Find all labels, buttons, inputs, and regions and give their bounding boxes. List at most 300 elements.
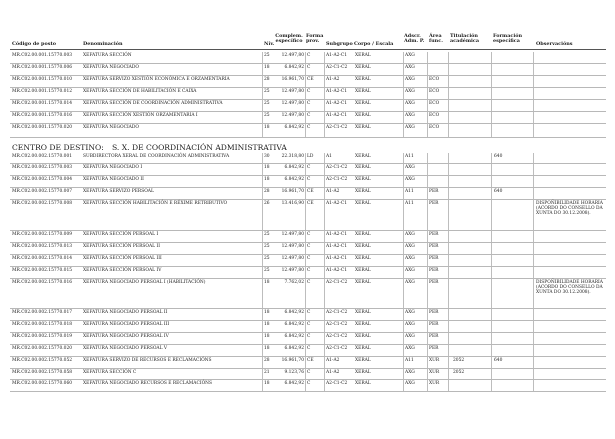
column-divider: [448, 52, 449, 63]
column-divider: [324, 112, 325, 123]
cell-area: PER: [429, 268, 439, 273]
column-divider: [403, 164, 404, 175]
cell-corpo: XERAL: [355, 101, 371, 106]
cell-code: MR.C02.00.002.15770.018: [12, 322, 73, 327]
column-divider: [262, 345, 263, 356]
cell-forma: C: [307, 53, 311, 58]
column-divider: [403, 380, 404, 391]
column-divider: [491, 243, 492, 254]
column-divider: [533, 267, 534, 278]
column-divider: [533, 309, 534, 320]
cell-niv: 26: [264, 201, 270, 206]
cell-niv: 25: [264, 113, 270, 118]
column-divider: [262, 380, 263, 391]
cell-subgrupo: A1: [326, 154, 332, 159]
cell-complemento: 6.842,92: [284, 346, 304, 351]
header-corpo: Corpo / Escala: [354, 41, 394, 47]
column-divider: [533, 76, 534, 87]
header-area: [429, 34, 443, 45]
column-divider: [448, 164, 449, 175]
cell-niv: 18: [264, 177, 270, 182]
column-divider: [491, 124, 492, 137]
cell-adscr: AXG: [405, 101, 415, 106]
column-divider: [305, 76, 306, 87]
header-titulacion: [450, 34, 479, 45]
cell-adscr: AXG: [405, 310, 415, 315]
column-divider: [403, 267, 404, 278]
column-divider: [427, 200, 428, 230]
cell-area: ECO: [429, 77, 440, 82]
cell-formacion: 640: [494, 189, 503, 194]
column-divider: [324, 164, 325, 175]
cell-adscr: AXG: [405, 232, 415, 237]
cell-corpo: XERAL: [355, 154, 371, 159]
section-heading: [12, 143, 287, 152]
column-divider: [324, 380, 325, 391]
cell-subgrupo: A1-A2-C1: [326, 232, 348, 237]
cell-adscr: AXG: [405, 113, 415, 118]
column-divider: [262, 255, 263, 266]
cell-adscr: AXG: [405, 322, 415, 327]
column-divider: [403, 52, 404, 63]
column-divider: [324, 279, 325, 308]
column-divider: [533, 279, 534, 308]
cell-formacion: 640: [494, 358, 503, 363]
column-divider: [427, 52, 428, 63]
column-divider: [427, 176, 428, 187]
column-divider: [324, 321, 325, 332]
row-divider: [10, 175, 606, 176]
header-forma-line1: Forma: [306, 33, 324, 39]
column-divider: [427, 100, 428, 111]
column-divider: [305, 231, 306, 242]
column-divider: [491, 153, 492, 163]
cell-area: XUR: [429, 358, 440, 363]
cell-forma: C: [307, 65, 311, 70]
cell-niv: 28: [264, 358, 270, 363]
cell-subgrupo: A2-C1-C2: [326, 381, 348, 386]
cell-code: MR.C02.00.002.15770.015: [12, 268, 73, 273]
column-divider: [305, 243, 306, 254]
header-adscr: [404, 34, 424, 45]
cell-adscr: A11: [405, 154, 414, 159]
column-divider: [403, 345, 404, 356]
cell-code: MR.C02.00.002.15770.019: [12, 334, 73, 339]
cell-denominacion: XEFATURA NEGOCIADO: [83, 65, 139, 70]
cell-adscr: AXG: [405, 334, 415, 339]
cell-code: MR.C02.00.002.15770.003: [12, 165, 73, 170]
column-divider: [427, 357, 428, 368]
column-divider: [533, 52, 534, 63]
column-divider: [324, 309, 325, 320]
cell-niv: 30: [264, 154, 270, 159]
header-underline: [10, 49, 606, 50]
column-divider: [448, 369, 449, 379]
row-divider: [10, 99, 606, 100]
cell-code: MR.C02.00.002.15770.007: [12, 189, 73, 194]
row-divider: [10, 320, 606, 321]
cell-niv: 25: [264, 256, 270, 261]
cell-subgrupo: A1-A2-C1: [326, 201, 348, 206]
cell-corpo: XERAL: [355, 53, 371, 58]
column-divider: [448, 64, 449, 75]
cell-adscr: AXG: [405, 65, 415, 70]
header-titulacion-line1: Titulación: [450, 33, 478, 39]
column-divider: [324, 357, 325, 368]
cell-denominacion: XEFATURA SERVIZO PERSOAL: [83, 189, 154, 194]
column-divider: [533, 380, 534, 391]
column-divider: [262, 243, 263, 254]
column-divider: [324, 52, 325, 63]
cell-corpo: XERAL: [355, 310, 371, 315]
cell-denominacion: XEFATURA SECCIÓN C: [83, 370, 137, 375]
cell-adscr: AXG: [405, 177, 415, 182]
column-divider: [305, 267, 306, 278]
column-divider: [262, 100, 263, 111]
cell-niv: 25: [264, 53, 270, 58]
column-divider: [403, 321, 404, 332]
column-divider: [448, 357, 449, 368]
cell-observacions: DISPOÑIBILIDADE HORARIA (ACORDO DO CONSELLO DA XUNTA DO 30.12.2008).: [536, 280, 603, 295]
cell-subgrupo: A1-A2: [326, 358, 340, 363]
cell-code: MR.C02.00.002.15770.017: [12, 310, 73, 315]
column-divider: [427, 88, 428, 99]
cell-corpo: XERAL: [355, 77, 371, 82]
column-divider: [262, 279, 263, 308]
cell-complemento: 16.961,70: [281, 358, 304, 363]
cell-code: MR.C02.00.001.15770.012: [12, 89, 73, 94]
column-divider: [491, 164, 492, 175]
cell-complemento: 6.842,92: [284, 177, 304, 182]
column-divider: [262, 200, 263, 230]
cell-forma: C: [307, 280, 311, 285]
column-divider: [491, 369, 492, 379]
row-divider: [10, 230, 606, 231]
column-divider: [491, 231, 492, 242]
column-divider: [448, 88, 449, 99]
column-divider: [533, 100, 534, 111]
cell-adscr: AXG: [405, 346, 415, 351]
column-divider: [533, 124, 534, 137]
column-divider: [324, 200, 325, 230]
column-divider: [305, 255, 306, 266]
column-divider: [324, 188, 325, 199]
cell-subgrupo: A1-A2: [326, 189, 340, 194]
row-divider: [10, 187, 606, 188]
cell-complemento: 7.762,02: [284, 280, 304, 285]
cell-subgrupo: A2-C1-C2: [326, 334, 348, 339]
cell-complemento: 13.416,90: [281, 201, 304, 206]
column-divider: [491, 279, 492, 308]
header-codigo: Código de posto: [12, 41, 57, 47]
cell-complemento: 12.497,80: [281, 268, 304, 273]
cell-subgrupo: A2-C1-C2: [326, 65, 348, 70]
cell-complemento: 12.497,80: [281, 232, 304, 237]
column-divider: [305, 164, 306, 175]
cell-adscr: AXG: [405, 89, 415, 94]
cell-area: PER: [429, 310, 439, 315]
column-divider: [448, 124, 449, 137]
cell-denominacion: XEFATURA NEGOCIADO II: [83, 177, 144, 182]
cell-denominacion: XEFATURA SECCIÓN PERSOAL I: [83, 232, 159, 237]
cell-corpo: XERAL: [355, 256, 371, 261]
column-divider: [305, 309, 306, 320]
column-divider: [324, 176, 325, 187]
row-divider: [10, 368, 606, 369]
cell-denominacion: XEFATURA SECCIÓN PERSOAL II: [83, 244, 160, 249]
column-divider: [403, 369, 404, 379]
column-divider: [403, 153, 404, 163]
column-divider: [403, 188, 404, 199]
column-divider: [491, 309, 492, 320]
cell-area: ECO: [429, 101, 440, 106]
column-divider: [305, 153, 306, 163]
cell-forma: C: [307, 125, 311, 130]
cell-complemento: 22.318,80: [281, 154, 304, 159]
column-divider: [533, 164, 534, 175]
cell-code: MR.C02.00.001.15770.014: [12, 101, 73, 106]
column-divider: [448, 176, 449, 187]
column-divider: [262, 76, 263, 87]
column-divider: [427, 309, 428, 320]
column-divider: [403, 100, 404, 111]
row-divider: [10, 242, 606, 243]
column-divider: [305, 279, 306, 308]
column-divider: [262, 231, 263, 242]
cell-code: MR.C02.00.001.15770.010: [12, 77, 73, 82]
cell-denominacion: XEFATURA NEGOCIADO PERSOAL V: [83, 346, 168, 351]
cell-code: MR.C02.00.002.15770.016: [12, 280, 73, 285]
column-divider: [448, 255, 449, 266]
cell-complemento: 12.497,80: [281, 113, 304, 118]
column-divider: [324, 100, 325, 111]
cell-adscr: A11: [405, 201, 414, 206]
cell-code: MR.C02.00.001.15770.006: [12, 65, 73, 70]
column-divider: [427, 243, 428, 254]
cell-area: PER: [429, 322, 439, 327]
cell-denominacion: XEFATURA NEGOCIADO: [83, 125, 139, 130]
cell-area: PER: [429, 189, 439, 194]
cell-forma: LD: [307, 154, 314, 159]
cell-code: MR.C02.00.001.15770.003: [12, 53, 73, 58]
column-divider: [262, 112, 263, 123]
row-divider: [10, 199, 606, 200]
column-divider: [305, 112, 306, 123]
row-divider: [10, 379, 606, 380]
row-divider: [10, 254, 606, 255]
cell-complemento: 6.842,92: [284, 322, 304, 327]
column-divider: [427, 255, 428, 266]
column-divider: [533, 64, 534, 75]
column-divider: [448, 267, 449, 278]
header-subgrupo: Subgrupo: [326, 41, 353, 47]
cell-corpo: XERAL: [355, 370, 371, 375]
column-divider: [448, 200, 449, 230]
cell-adscr: AXG: [405, 77, 415, 82]
cell-adscr: AXG: [405, 280, 415, 285]
column-divider: [324, 255, 325, 266]
cell-complemento: 12.497,80: [281, 244, 304, 249]
row-divider: [10, 63, 606, 64]
cell-complemento: 6.842,92: [284, 165, 304, 170]
cell-niv: 28: [264, 189, 270, 194]
column-divider: [533, 357, 534, 368]
column-divider: [305, 369, 306, 379]
column-divider: [324, 345, 325, 356]
column-divider: [427, 112, 428, 123]
cell-complemento: 16.961,70: [281, 77, 304, 82]
cell-niv: 18: [264, 280, 270, 285]
column-divider: [533, 369, 534, 379]
column-divider: [491, 100, 492, 111]
cell-niv: 25: [264, 101, 270, 106]
column-divider: [403, 243, 404, 254]
header-formacion-line1: Formación: [493, 33, 523, 39]
cell-forma: C: [307, 165, 311, 170]
row-divider: [10, 111, 606, 112]
row-divider: [10, 137, 606, 138]
cell-denominacion: XEFATURA NEGOCIADO PERSOAL III: [83, 322, 170, 327]
cell-corpo: XERAL: [355, 189, 371, 194]
cell-corpo: XERAL: [355, 177, 371, 182]
cell-complemento: 6.842,92: [284, 65, 304, 70]
cell-area: PER: [429, 244, 439, 249]
column-divider: [533, 200, 534, 230]
header-complemento: [272, 34, 306, 45]
cell-forma: C: [307, 256, 311, 261]
column-divider: [533, 176, 534, 187]
cell-area: ECO: [429, 125, 440, 130]
cell-area: ECO: [429, 89, 440, 94]
header-area-line1: Área: [429, 33, 442, 39]
column-divider: [403, 255, 404, 266]
section-name: S. X. DE COORDINACIÓN ADMINISTRATIVA: [112, 143, 287, 152]
column-divider: [403, 88, 404, 99]
cell-denominacion: XEFATURA NEGOCIADO PERSOAL II: [83, 310, 168, 315]
column-divider: [262, 176, 263, 187]
cell-corpo: XERAL: [355, 381, 371, 386]
column-divider: [305, 100, 306, 111]
cell-niv: 18: [264, 346, 270, 351]
cell-adscr: AXG: [405, 165, 415, 170]
cell-forma: C: [307, 322, 311, 327]
column-divider: [324, 231, 325, 242]
column-divider: [305, 64, 306, 75]
column-divider: [324, 88, 325, 99]
column-divider: [533, 88, 534, 99]
row-divider: [10, 391, 606, 392]
cell-denominacion: XEFATURA NEGOCIADO RECURSOS E RECLAMACIÓNS: [83, 381, 213, 386]
column-divider: [427, 321, 428, 332]
cell-area: ECO: [429, 113, 440, 118]
row-divider: [10, 123, 606, 124]
header-formacion: [493, 34, 522, 45]
column-divider: [262, 267, 263, 278]
column-divider: [403, 309, 404, 320]
column-divider: [448, 231, 449, 242]
column-divider: [448, 243, 449, 254]
cell-code: MR.C02.00.002.15770.001: [12, 154, 73, 159]
column-divider: [305, 88, 306, 99]
column-divider: [533, 153, 534, 163]
cell-subgrupo: A1-A2-C1: [326, 89, 348, 94]
cell-area: PER: [429, 346, 439, 351]
cell-niv: 25: [264, 89, 270, 94]
cell-complemento: 6.842,92: [284, 125, 304, 130]
column-divider: [305, 124, 306, 137]
column-divider: [305, 380, 306, 391]
column-divider: [324, 153, 325, 163]
column-divider: [403, 76, 404, 87]
header-complemento-line2: específico: [275, 38, 303, 45]
column-divider: [427, 279, 428, 308]
column-divider: [491, 200, 492, 230]
column-divider: [305, 176, 306, 187]
cell-corpo: XERAL: [355, 165, 371, 170]
column-divider: [262, 369, 263, 379]
cell-code: MR.C02.00.002.15770.020: [12, 346, 73, 351]
column-divider: [427, 64, 428, 75]
column-divider: [427, 164, 428, 175]
header-niv: Nív.: [264, 41, 275, 47]
column-divider: [262, 153, 263, 163]
cell-code: MR.C02.00.001.15770.020: [12, 125, 73, 130]
column-divider: [491, 255, 492, 266]
column-divider: [324, 267, 325, 278]
cell-niv: 21: [264, 370, 270, 375]
cell-code: MR.C02.00.001.15770.016: [12, 113, 73, 118]
column-divider: [262, 357, 263, 368]
column-divider: [305, 345, 306, 356]
cell-complemento: 12.497,80: [281, 256, 304, 261]
row-divider: [10, 308, 606, 309]
cell-subgrupo: A1-A2-C1: [326, 256, 348, 261]
cell-area: XUR: [429, 381, 440, 386]
header-complemento-line1: Complem.: [275, 33, 303, 39]
column-divider: [491, 380, 492, 391]
cell-corpo: XERAL: [355, 334, 371, 339]
column-divider: [491, 188, 492, 199]
column-divider: [305, 200, 306, 230]
cell-code: MR.C02.00.002.15770.052: [12, 358, 73, 363]
column-divider: [403, 64, 404, 75]
cell-formacion: 640: [494, 154, 503, 159]
cell-forma: C: [307, 101, 311, 106]
column-divider: [305, 333, 306, 344]
column-divider: [403, 124, 404, 137]
column-divider: [324, 333, 325, 344]
cell-corpo: XERAL: [355, 244, 371, 249]
column-divider: [324, 369, 325, 379]
cell-corpo: XERAL: [355, 322, 371, 327]
column-divider: [491, 333, 492, 344]
cell-niv: 18: [264, 165, 270, 170]
column-divider: [427, 333, 428, 344]
cell-denominacion: XEFATURA SECCIÓN DE COORDINACIÓN ADMINISTRATIVA: [83, 101, 223, 106]
cell-titulacion: 2052: [453, 358, 465, 363]
cell-niv: 18: [264, 310, 270, 315]
cell-denominacion: XEFATURA SECCIÓN PERSOAL IV: [83, 268, 162, 273]
cell-denominacion: XEFATURA SECCIÓN XESTIÓN ORZAMENTARIA I: [83, 113, 198, 118]
column-divider: [448, 112, 449, 123]
column-divider: [533, 333, 534, 344]
cell-subgrupo: A1-A2: [326, 370, 340, 375]
cell-denominacion: XEFATURA SECCIÓN PERSOAL III: [83, 256, 162, 261]
cell-complemento: 9.123,76: [284, 370, 304, 375]
cell-subgrupo: A2-C1-C2: [326, 280, 348, 285]
column-divider: [491, 345, 492, 356]
row-divider: [10, 278, 606, 279]
